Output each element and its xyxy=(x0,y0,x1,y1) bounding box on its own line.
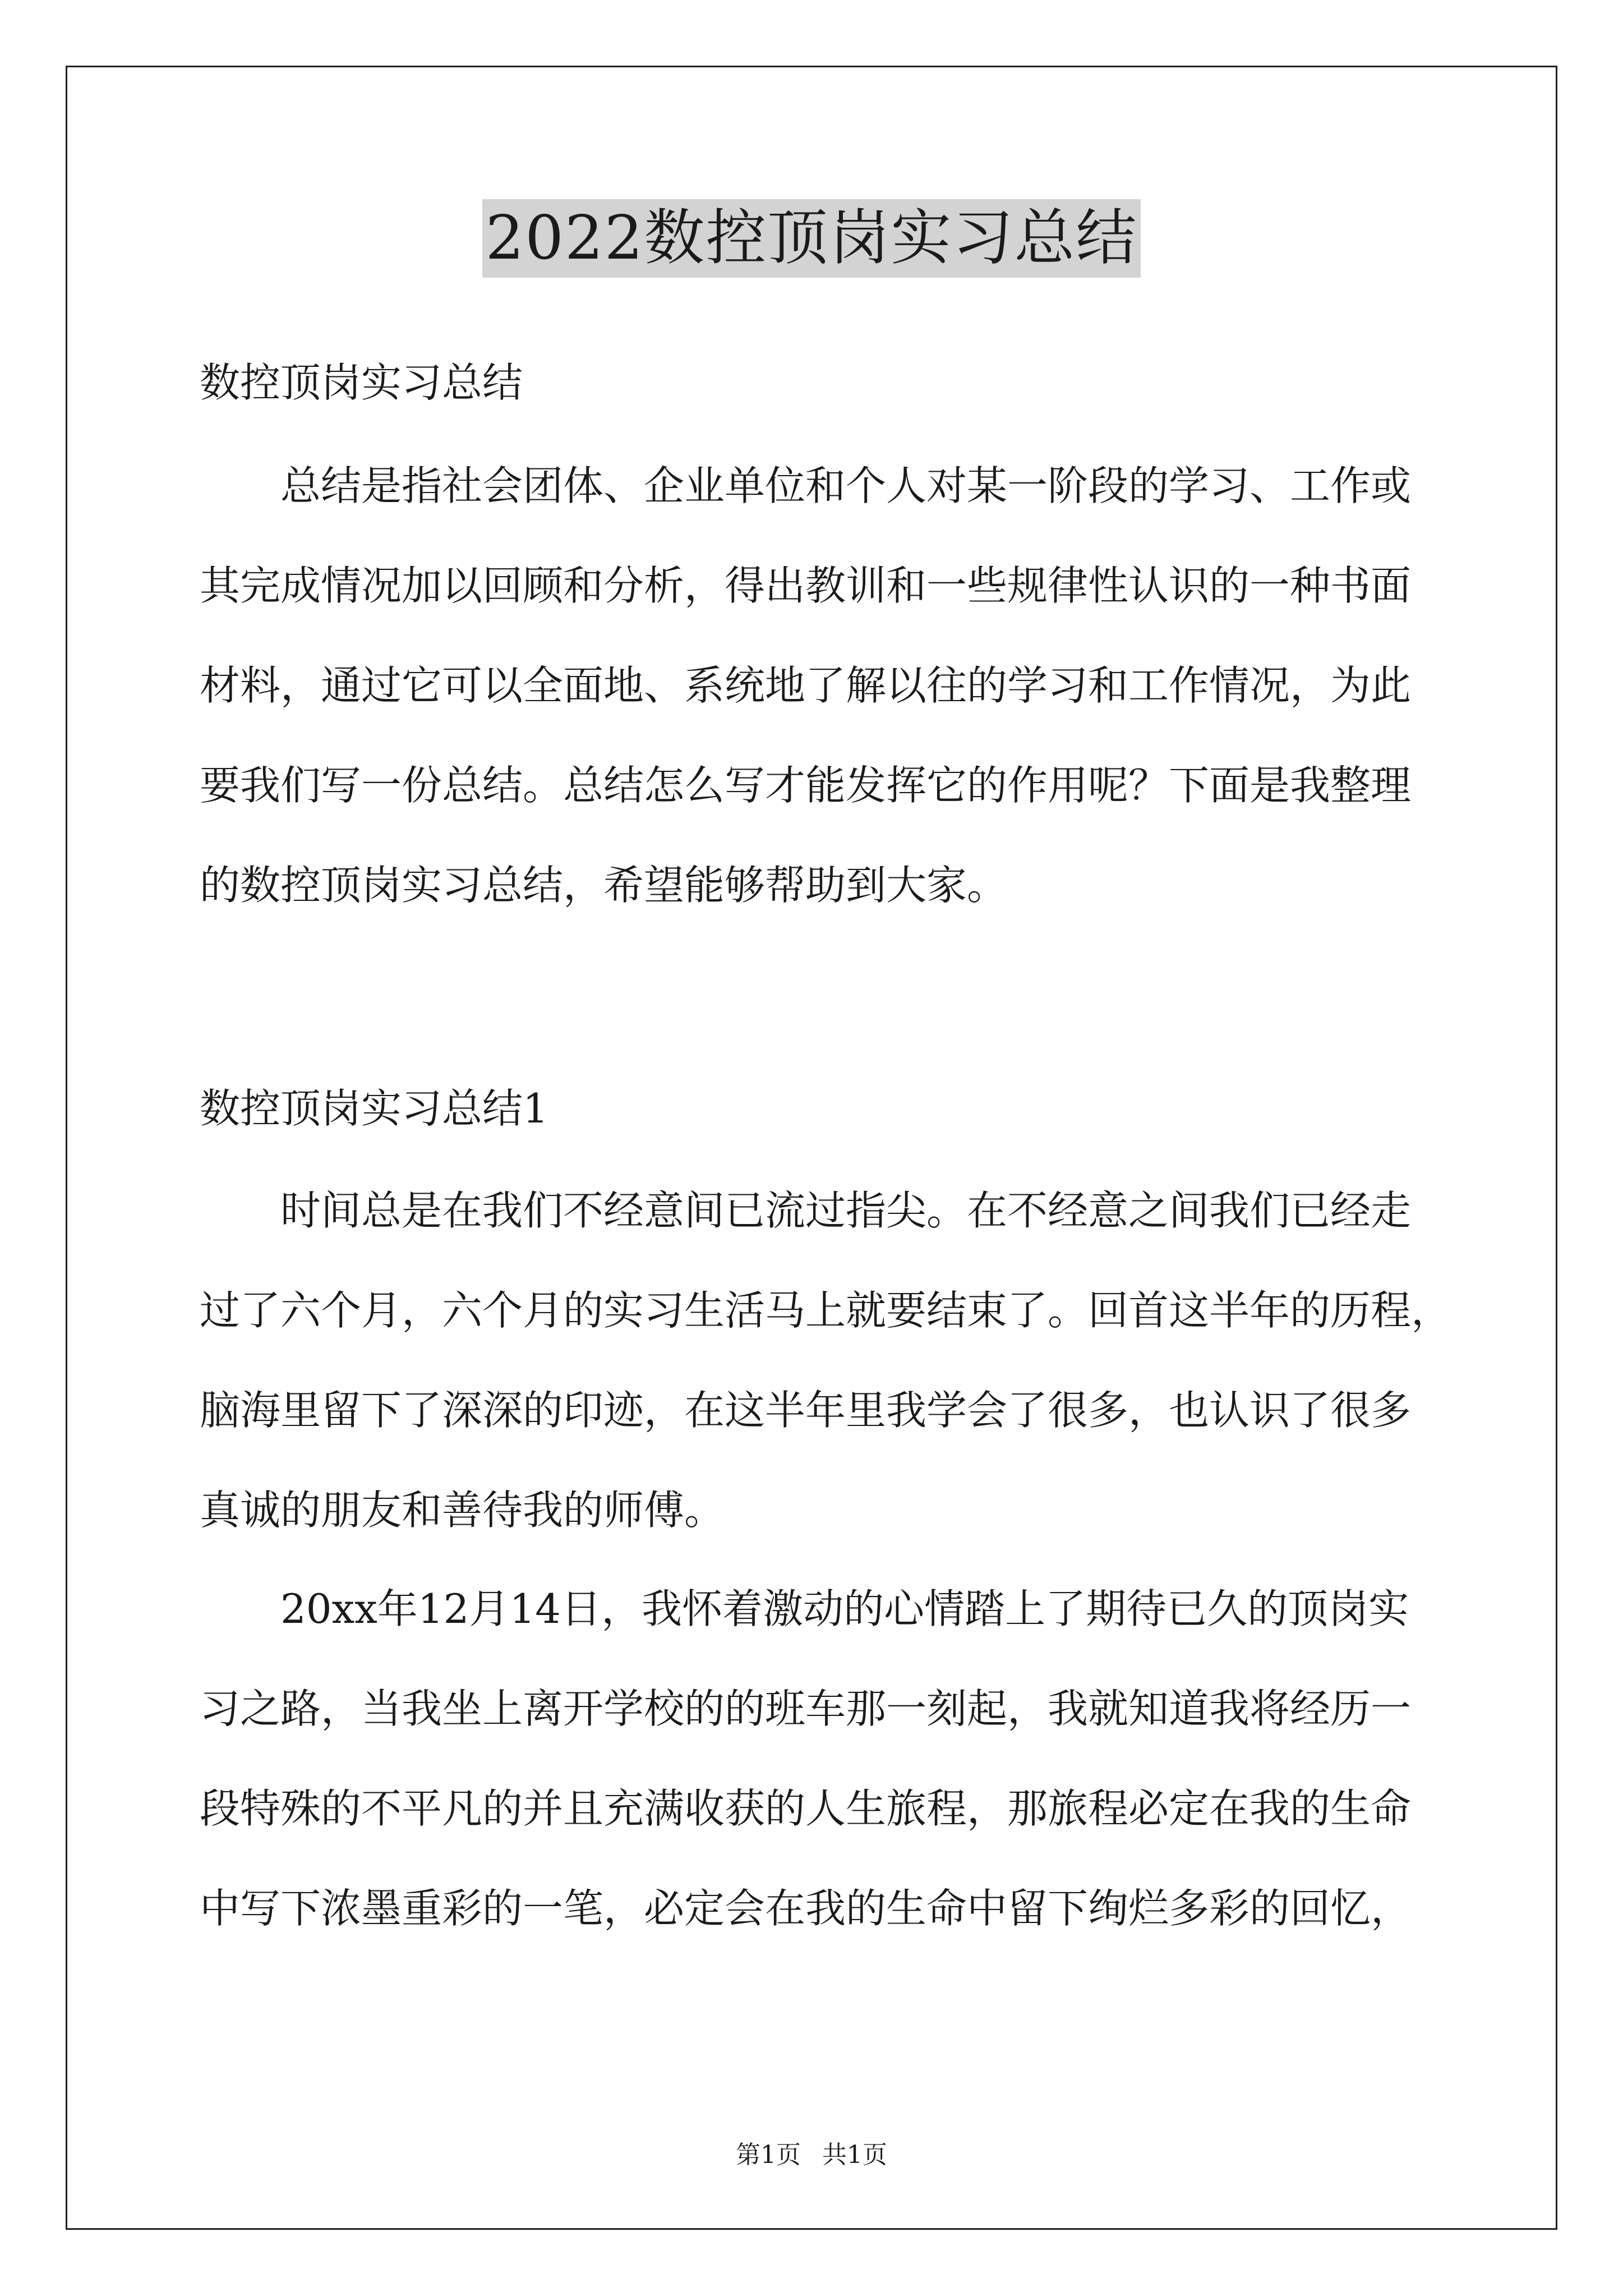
page-total: 共1页 xyxy=(822,2141,887,2169)
paragraph-1 xyxy=(200,1182,1452,1582)
section-heading: 数控顶岗实习总结 xyxy=(200,359,523,406)
page-footer xyxy=(0,2138,1623,2172)
text-line: 时间总是在我们不经意间已流过指尖。在不经意之间我们已经走 xyxy=(280,1187,1412,1234)
text-line: 的数控顶岗实习总结，希望能够帮助到大家。 xyxy=(200,862,1008,909)
sub-heading-1: 数控顶岗实习总结1 xyxy=(200,1085,548,1132)
text-line: 过了六个月，六个月的实习生活马上就要结束了。回首这半年的历程， xyxy=(200,1287,1452,1334)
text-line: 要我们写一份总结。总结怎么写才能发挥它的作用呢？下面是我整理 xyxy=(200,762,1412,809)
text-line: 真诚的朋友和善待我的师傅。 xyxy=(200,1487,725,1534)
intro-paragraph xyxy=(200,458,1433,957)
text-line: 材料，通过它可以全面地、系统地了解以往的学习和工作情况，为此 xyxy=(200,662,1412,709)
title-container xyxy=(0,199,1623,278)
paragraph-2 xyxy=(200,1581,1433,1980)
text-line: 脑海里留下了深深的印迹，在这半年里我学会了很多，也认识了很多 xyxy=(200,1387,1412,1434)
text-line: 段特殊的不平凡的并且充满收获的人生旅程，那旅程必定在我的生命 xyxy=(200,1785,1412,1832)
text-line: 20xx年12月14日，我怀着激动的心情踏上了期待已久的顶岗实 xyxy=(280,1585,1409,1632)
page-number: 第1页 xyxy=(736,2141,801,2169)
text-line: 习之路，当我坐上离开学校的的班车那一刻起，我就知道我将经历一 xyxy=(200,1685,1412,1732)
text-line: 中写下浓墨重彩的一笔，必定会在我的生命中留下绚烂多彩的回忆， xyxy=(200,1885,1412,1932)
text-line: 总结是指社会团体、企业单位和个人对某一阶段的学习、工作或 xyxy=(280,462,1412,509)
document-title: 2022数控顶岗实习总结 xyxy=(482,199,1141,278)
text-line: 其完成情况加以回顾和分析，得出教训和一些规律性认识的一种书面 xyxy=(200,562,1412,609)
